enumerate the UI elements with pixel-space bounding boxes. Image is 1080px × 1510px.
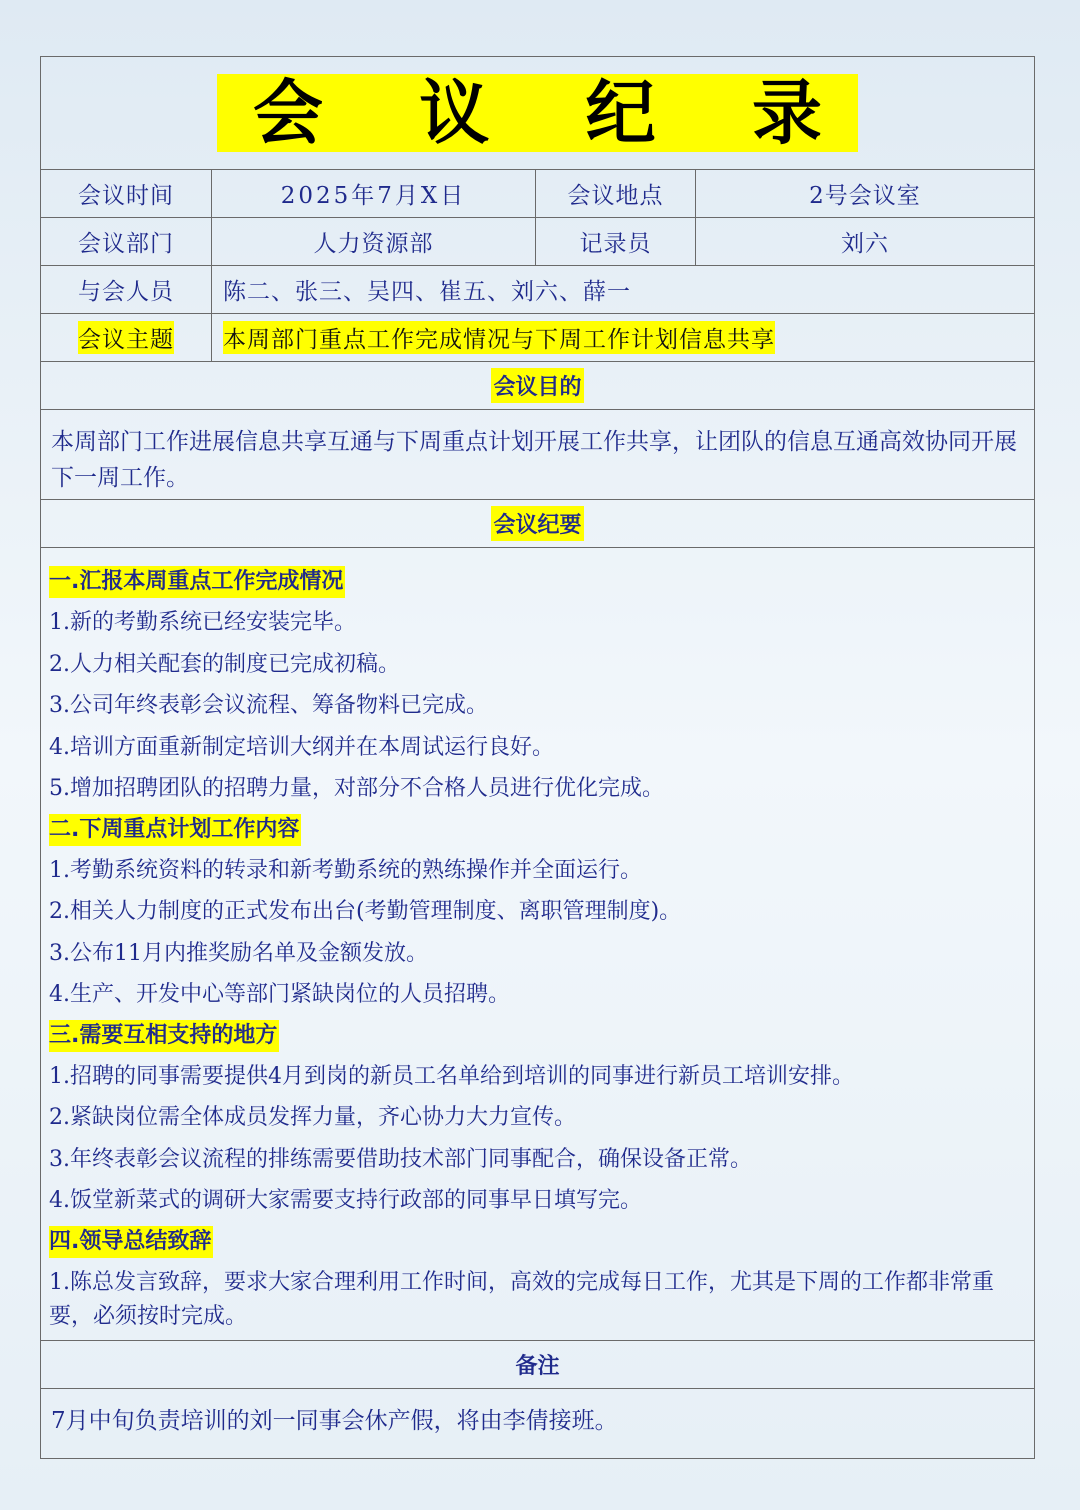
minutes-heading-row — [41, 500, 1034, 548]
topic-label: 会议主题 — [78, 321, 174, 354]
topic-label-cell — [41, 314, 212, 361]
list-item: 4.饭堂新菜式的调研大家需要支持行政部的同事早日填写完。 — [49, 1188, 642, 1213]
purpose-heading: 会议目的 — [491, 368, 583, 403]
list-item: 5.增加招聘团队的招聘力量，对部分不合格人员进行优化完成。 — [49, 776, 664, 801]
notes-heading: 备注 — [515, 1354, 560, 1379]
info-row-attendees — [41, 266, 1034, 314]
info-row-topic — [41, 314, 1034, 362]
place-label: 会议地点 — [536, 170, 696, 217]
dept-label: 会议部门 — [41, 218, 212, 265]
topic-value-cell — [212, 314, 1034, 361]
list-item: 2.人力相关配套的制度已完成初稿。 — [49, 651, 400, 677]
list-item: 2.相关人力制度的正式发布出台(考勤管理制度、离职管理制度)。 — [49, 899, 682, 924]
recorder-label: 记录员 — [536, 218, 696, 265]
section-heading: 二.下周重点计划工作内容 — [49, 814, 301, 846]
notes-heading-row — [41, 1341, 1034, 1389]
time-value: 2025年7月X日 — [212, 170, 536, 217]
purpose-text: 本周部门工作进展信息共享互通与下周重点计划开展工作共享，让团队的信息互通高效协同开展下一周工作。 — [41, 410, 1034, 500]
recorder-value: 刘六 — [841, 231, 889, 257]
list-item: 1.考勤系统资料的转录和新考勤系统的熟练操作并全面运行。 — [49, 857, 642, 883]
dept-value: 人力资源部 — [212, 218, 536, 265]
list-item: 1.新的考勤系统已经安装完毕。 — [49, 610, 356, 635]
section-heading: 三.需要互相支持的地方 — [49, 1020, 279, 1052]
document-title: 会 议 纪 录 — [217, 74, 858, 152]
section-heading: 一.汇报本周重点工作完成情况 — [49, 566, 345, 598]
attendees-value: 陈二、张三、吴四、崔五、刘六、薛一 — [223, 279, 631, 305]
notes-text: 7月中旬负责培训的刘一同事会休产假，将由李倩接班。 — [51, 1408, 618, 1434]
list-item: 4.培训方面重新制定培训大纲并在本周试运行良好。 — [49, 734, 554, 760]
attendees-label: 与会人员 — [41, 266, 212, 313]
list-item: 3.公司年终表彰会议流程、筹备物料已完成。 — [49, 693, 488, 718]
minutes-heading: 会议纪要 — [491, 506, 583, 541]
list-item: 1.陈总发言致辞，要求大家合理利用工作时间，高效的完成每日工作，尤其是下周的工作都非常重要，必须按时完成。 — [49, 1269, 994, 1329]
purpose-heading-row — [41, 362, 1034, 410]
list-item: 1.招聘的同事需要提供4月到岗的新员工名单给到培训的同事进行新员工培训安排。 — [49, 1063, 854, 1089]
minutes-body — [41, 548, 1034, 1341]
title-row — [41, 57, 1034, 170]
section-heading: 四.领导总结致辞 — [49, 1226, 213, 1258]
list-item: 4.生产、开发中心等部门紧缺岗位的人员招聘。 — [49, 982, 510, 1007]
time-label: 会议时间 — [41, 170, 212, 217]
info-row-dept-recorder — [41, 218, 1034, 266]
topic-value: 本周部门重点工作完成情况与下周工作计划信息共享 — [223, 321, 775, 354]
meeting-minutes-sheet — [40, 56, 1035, 1459]
place-value: 2号会议室 — [809, 183, 921, 209]
list-item: 3.公布11月内推奖励名单及金额发放。 — [49, 940, 428, 966]
info-row-time-place — [41, 170, 1034, 218]
list-item: 3.年终表彰会议流程的排练需要借助技术部门同事配合，确保设备正常。 — [49, 1146, 752, 1172]
list-item: 2.紧缺岗位需全体成员发挥力量，齐心协力大力宣传。 — [49, 1105, 576, 1130]
